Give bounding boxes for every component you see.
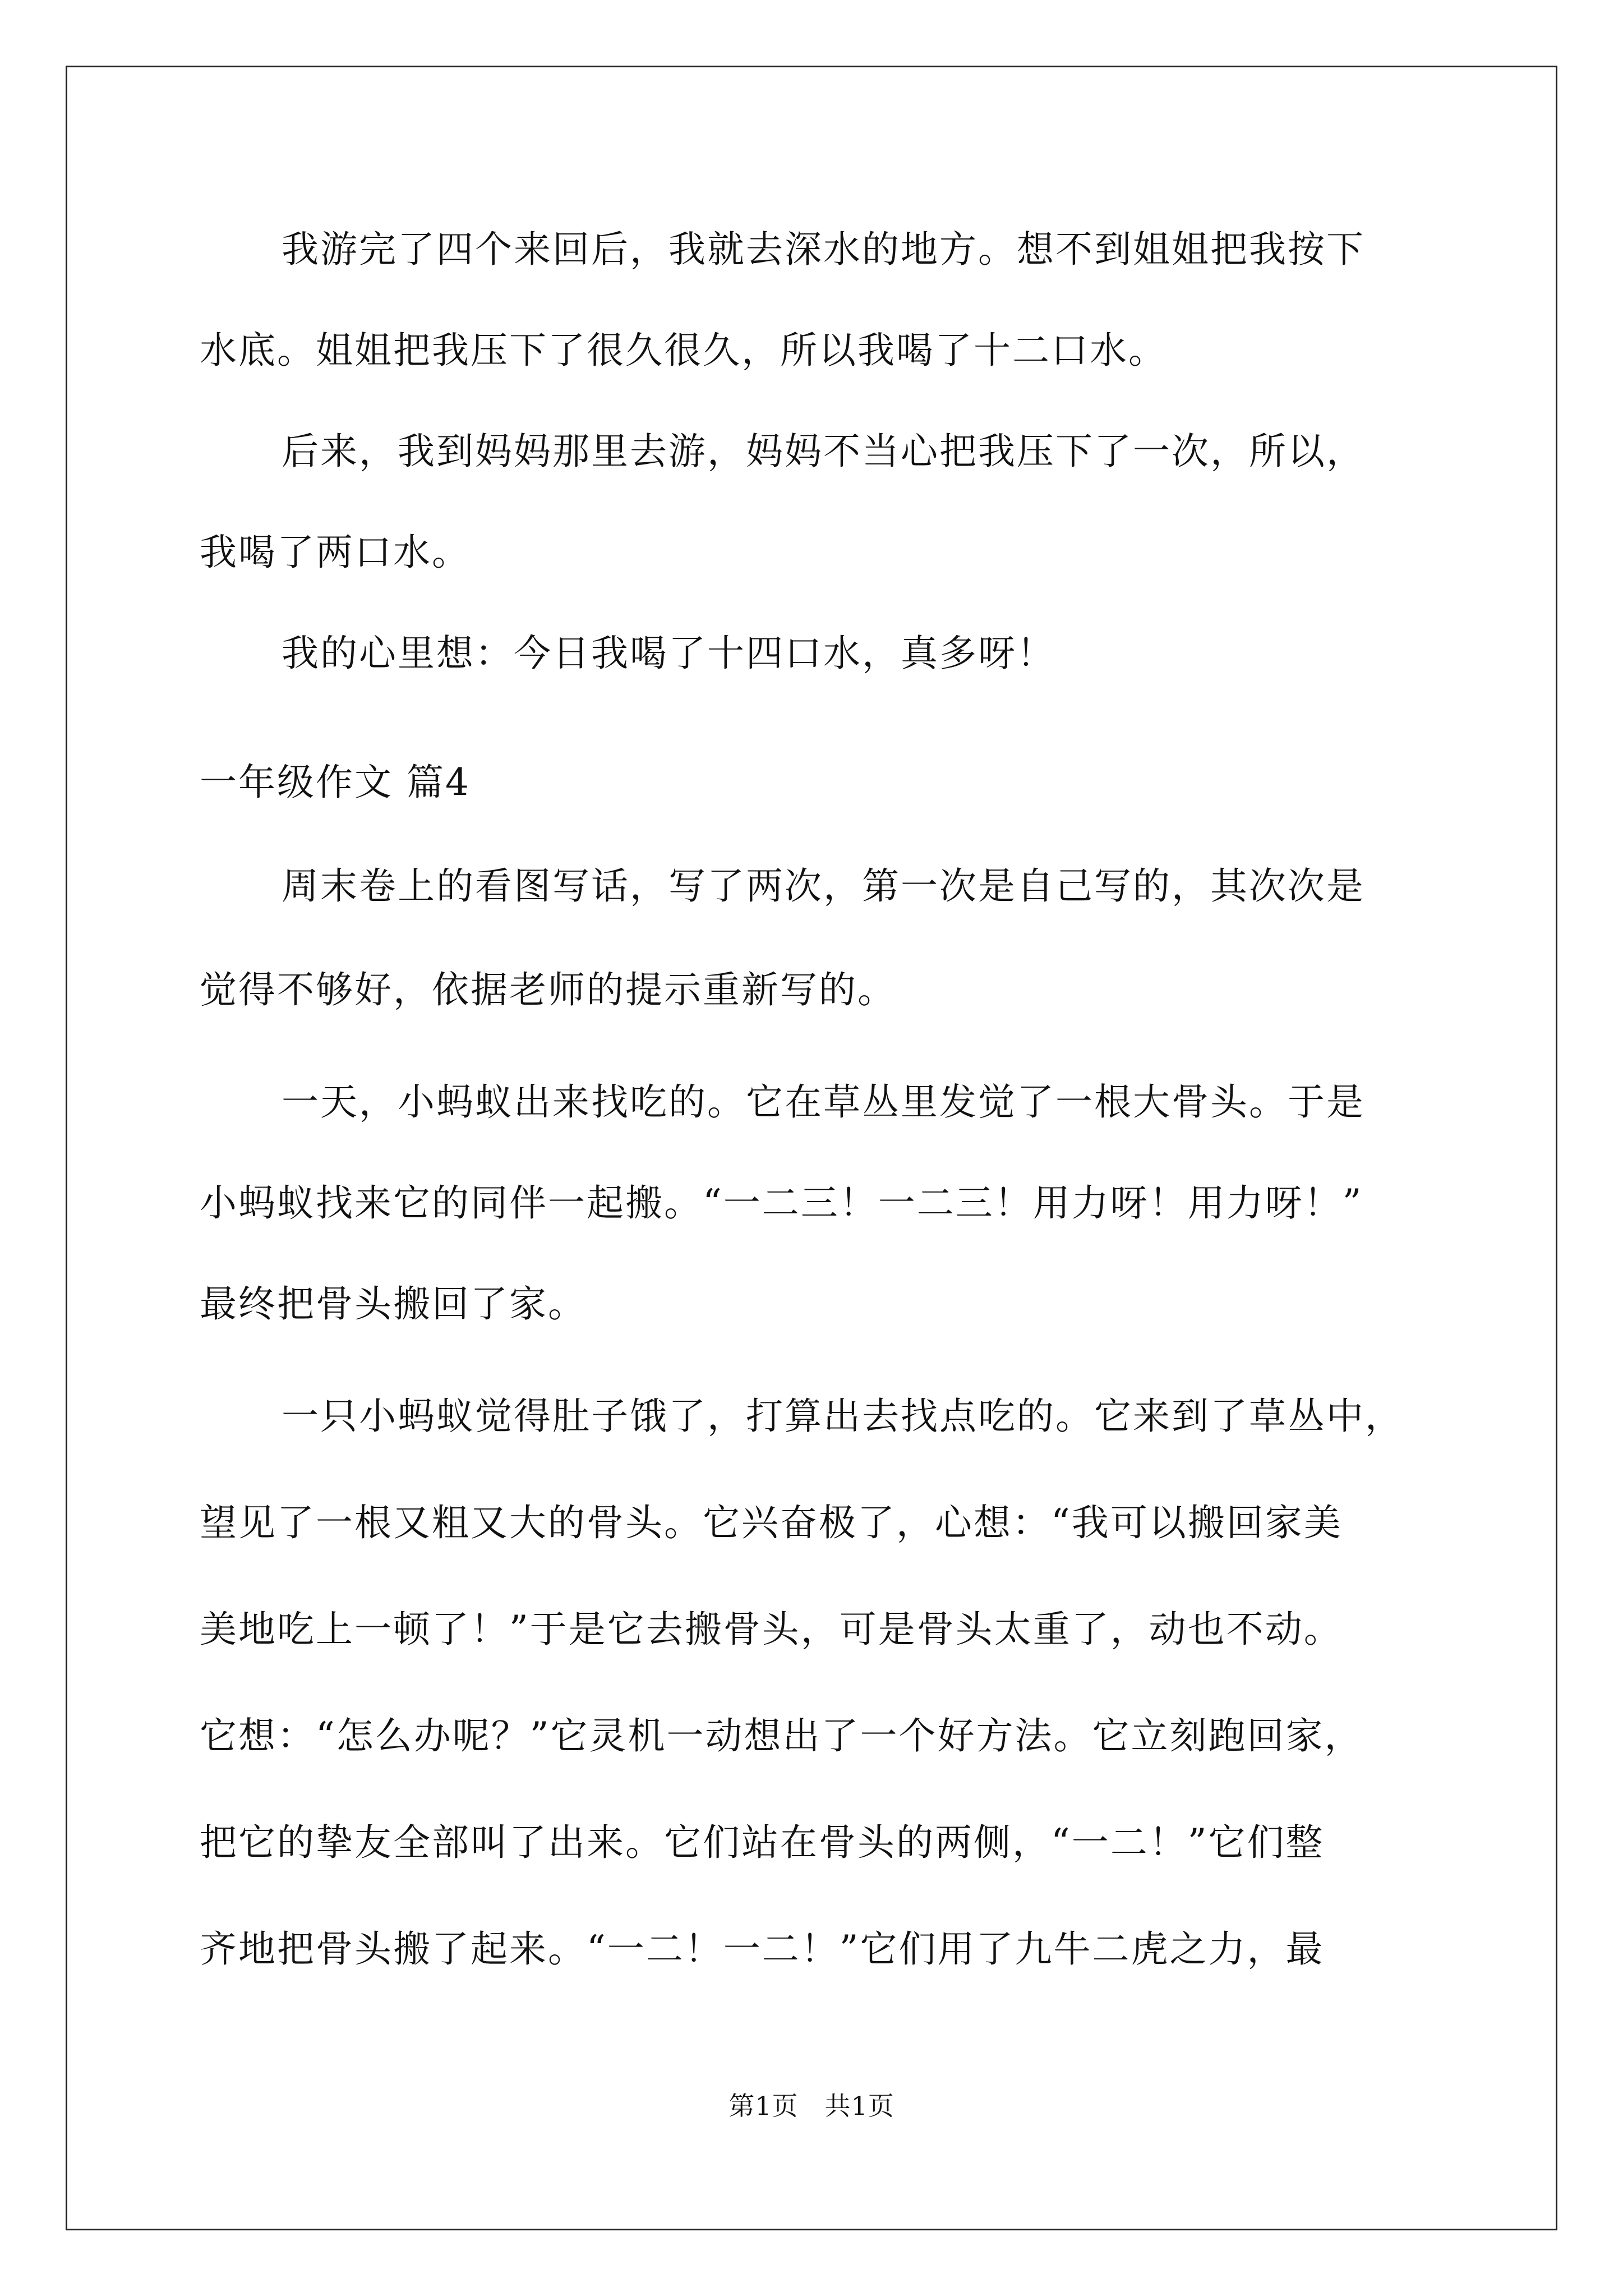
paragraph-line: 我的心里想：今日我喝了十四口水，真多呀！ [282,632,1055,675]
paragraph-line: 后来，我到妈妈那里去游，妈妈不当心把我压下了一次，所以， [282,430,1365,473]
paragraph-line: 望见了一根又粗又大的骨头。它兴奋极了，心想：“我可以搬回家美 [200,1501,1343,1544]
page-footer: 第1页 共1页 [728,2091,895,2121]
paragraph-line: 水底。姐姐把我压下了很久很久，所以我喝了十二口水。 [200,329,1167,372]
paragraph-line: 把它的挚友全部叫了出来。它们站在骨头的两侧，“一二！”它们整 [200,1821,1325,1864]
paragraph-line: 小蚂蚁找来它的同伴一起搬。“一二三！一二三！用力呀！用力呀！” [200,1181,1363,1225]
paragraph-line: 我游完了四个来回后，我就去深水的地方。想不到姐姐把我按下 [282,228,1365,271]
paragraph-line: 一只小蚂蚁觉得肚子饿了，打算出去找点吃的。它来到了草丛中， [282,1395,1404,1438]
paragraph-line: 我喝了两口水。 [200,531,471,574]
page-border [66,66,1557,2230]
paragraph-line: 美地吃上一顿了！”于是它去搬骨头，可是骨头太重了，动也不动。 [200,1608,1343,1651]
section-heading: 一年级作文 篇4 [200,761,471,804]
paragraph-line: 觉得不够好，依据老师的提示重新写的。 [200,968,896,1011]
paragraph-line: 最终把骨头搬回了家。 [200,1282,587,1326]
paragraph-line: 它想：“怎么办呢？”它灵机一动想出了一个好方法。它立刻跑回家， [200,1714,1363,1757]
paragraph-line: 一天，小蚂蚁出来找吃的。它在草丛里发觉了一根大骨头。于是 [282,1080,1365,1124]
paragraph-line: 齐地把骨头搬了起来。“一二！一二！”它们用了九牛二虎之力，最 [200,1927,1325,1971]
paragraph-line: 周末卷上的看图写话，写了两次，第一次是自己写的，其次次是 [282,864,1365,908]
